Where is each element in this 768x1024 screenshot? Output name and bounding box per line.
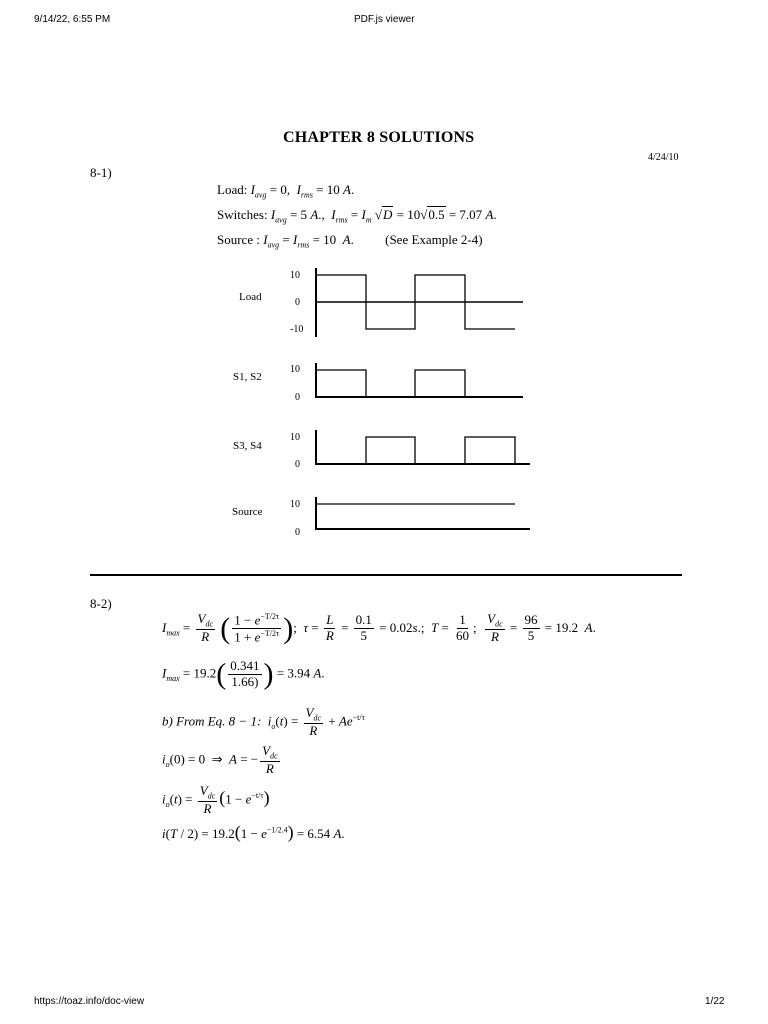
switches-equation: Switches: $I_{avg} = 5$ A., $I_{rms} = I_m$ √D = 10√0.5 = 7.07 A. xyxy=(217,207,497,225)
load-eq-label: Load: xyxy=(217,182,248,197)
graph-label-source: Source xyxy=(232,506,263,518)
s34-tick-0: 0 xyxy=(295,459,300,470)
source-eq-label: Source : xyxy=(217,232,260,247)
s12-tick-0: 0 xyxy=(295,392,300,403)
source-waveform xyxy=(316,497,530,530)
graph-label-s1-s2: S1, S2 xyxy=(233,371,262,383)
load-tick-10: 10 xyxy=(290,270,300,281)
eq-8-1-current: b) From Eq. 8 − 1: $i_o(t)$ = $\frac{V_{dc}}{R}$ + $Ae^{-t/\tau}$ xyxy=(162,705,365,738)
initial-condition: $i_o(0) = 0$ ⇒ A = − $\frac{V_{dc}}{R}$ xyxy=(162,743,278,776)
s12-trace xyxy=(316,370,465,397)
load-waveform xyxy=(316,268,523,337)
imax-value: $I_{max} = 19.2$( $\frac{0.341}{1.66)}$ ) = 3.94 A. xyxy=(162,657,325,691)
source-equation: Source : $I_{avg} = I_{rms} = 10$ A. (See Example 2-4) xyxy=(217,232,483,250)
part-b-text: b) From Eq. 8 − 1: xyxy=(162,713,262,729)
load-equation: Load: $I_{avg} = 0$, $I_{rms} = 10$ A. xyxy=(217,182,355,200)
s34-waveform xyxy=(316,430,530,465)
current-solution: $i_o(t)$ = $\frac{V_{dc}}{R}$ $(1 - e^{-t/\tau})$ xyxy=(162,783,270,816)
load-tick-neg10: -10 xyxy=(290,324,304,335)
doc-date: 4/24/10 xyxy=(648,152,679,163)
print-datetime: 9/14/22, 6:55 PM xyxy=(34,14,111,25)
imax-formula: $I_{max}$ = $\frac{V_{dc}}{R}$ ( $\frac{1 - e^{-T/2\tau}}{1 + e^{-T/2\tau}}$ ); τ = $\frac{L}{R}$ = $\frac{0.1}{5}$ = 0.02s.; T = $\frac{1}{60}$ ; $\frac{V_{dc}}{R}$ = $\frac{96}{5}$ = 19.2 A. xyxy=(162,611,596,645)
page-counter: 1/22 xyxy=(705,996,725,1007)
print-url[interactable]: https://toaz.info/doc-view xyxy=(34,996,145,1007)
current-half-period: $i(T / 2) = 19.2(1 - e^{-1/2.4}) = 6.54$ A. xyxy=(162,822,345,842)
print-tab-title: PDF.js viewer xyxy=(354,14,415,25)
s12-tick-10: 10 xyxy=(290,364,300,375)
see-example-note: (See Example 2-4) xyxy=(385,232,483,247)
load-tick-0: 0 xyxy=(295,297,300,308)
s12-waveform xyxy=(316,363,523,398)
source-tick-10: 10 xyxy=(290,499,300,510)
switches-eq-label: Switches: xyxy=(217,207,268,222)
graph-label-s3-s4: S3, S4 xyxy=(233,440,262,452)
graph-label-load: Load xyxy=(239,291,262,303)
section-divider xyxy=(90,574,682,576)
page-title: CHAPTER 8 SOLUTIONS xyxy=(283,129,475,146)
s34-trace xyxy=(316,437,515,464)
s34-tick-10: 10 xyxy=(290,432,300,443)
source-tick-0: 0 xyxy=(295,527,300,538)
problem-number-8-1: 8-1) xyxy=(90,165,112,180)
problem-number-8-2: 8-2) xyxy=(90,596,112,611)
